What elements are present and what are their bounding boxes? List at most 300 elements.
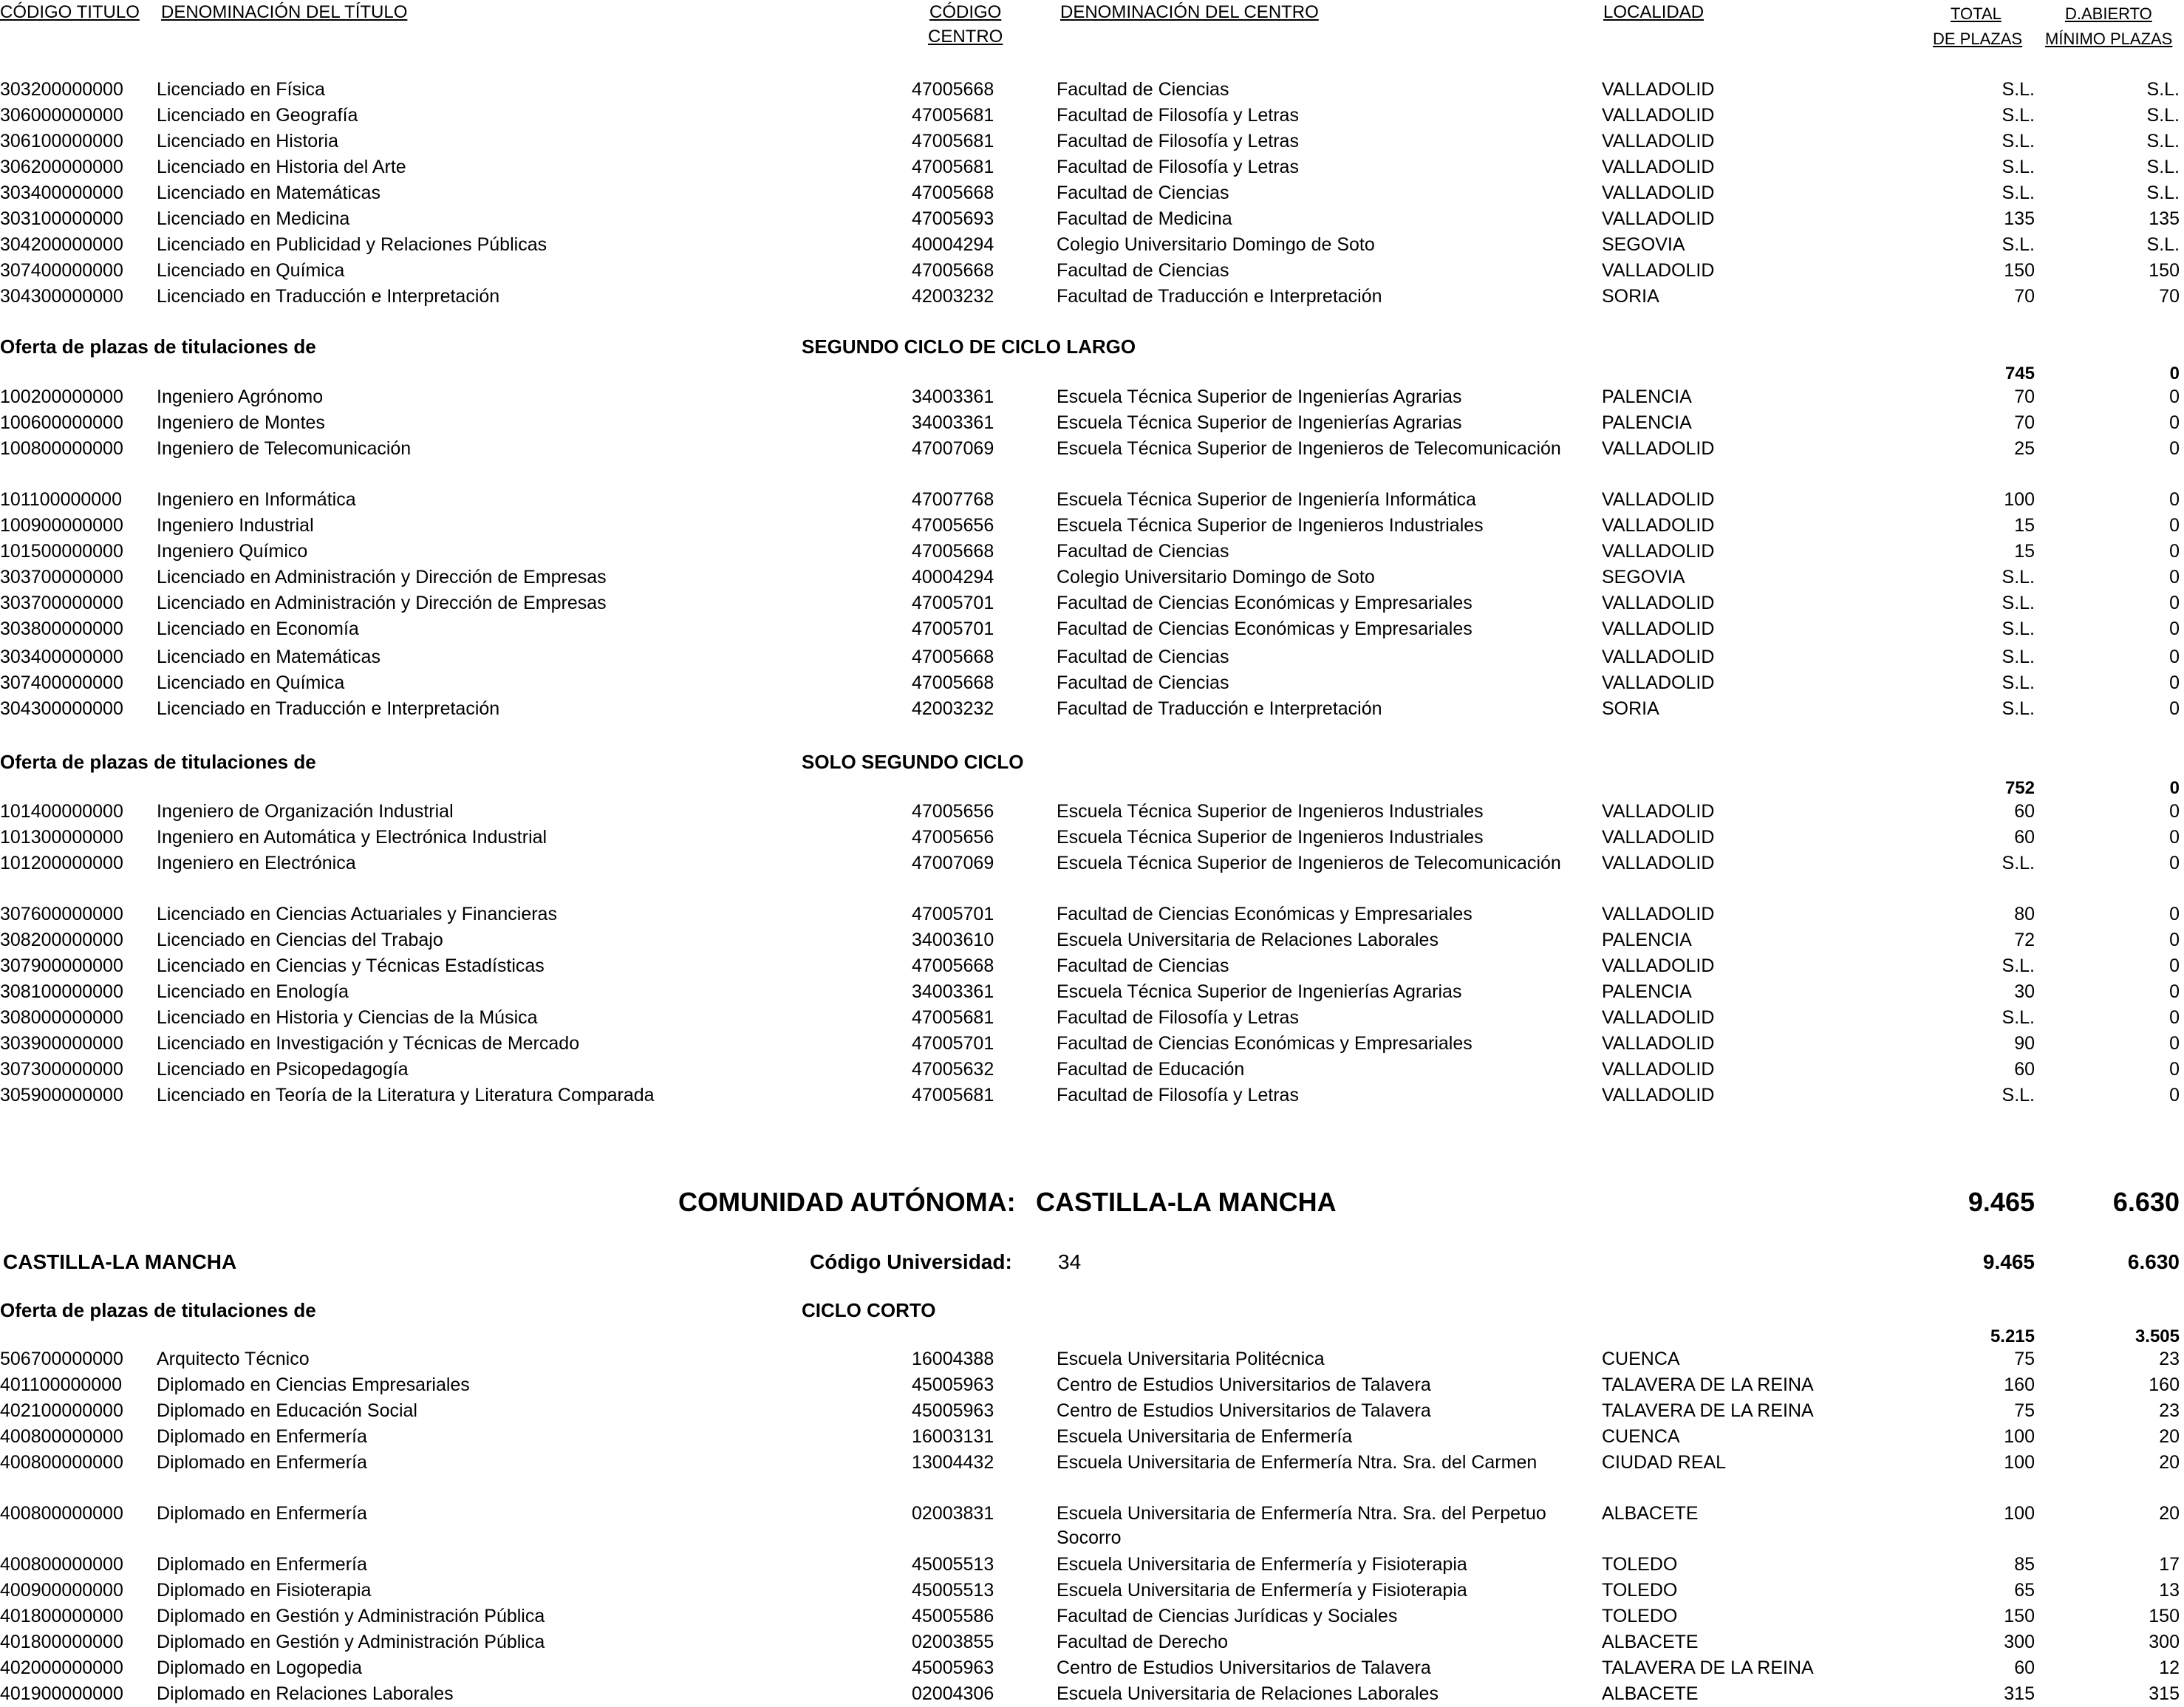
- row-localidad: VALLADOLID: [1602, 1033, 1715, 1054]
- row-min-plazas: 300: [2149, 1632, 2180, 1652]
- row-centro-code: 47005693: [912, 208, 994, 229]
- row-total-plazas: 315: [2004, 1683, 2035, 1704]
- row-title: Ingeniero de Telecomunicación: [157, 438, 412, 459]
- row-total-plazas: 60: [2014, 801, 2035, 822]
- row-total-plazas: S.L.: [2002, 1007, 2035, 1028]
- row-total-plazas: 300: [2004, 1632, 2035, 1652]
- row-localidad: VALLADOLID: [1602, 593, 1715, 613]
- row-centro-name: Centro de Estudios Universitarios de Talavera: [1057, 1374, 1431, 1395]
- row-centro-code: 45005586: [912, 1606, 994, 1626]
- row-total-plazas: S.L.: [2002, 853, 2035, 873]
- comunidad-autonoma-row: [0, 1180, 2184, 1224]
- row-centro-name: Escuela Universitaria Politécnica: [1057, 1349, 1325, 1369]
- row-min-plazas: 17: [2159, 1554, 2180, 1575]
- row-total-plazas: 150: [2004, 260, 2035, 281]
- row-centro-name: Facultad de Ciencias Jurídicas y Sociales: [1057, 1606, 1398, 1626]
- table-row: [0, 799, 2184, 825]
- row-total-plazas: S.L.: [2002, 698, 2035, 719]
- row-title: Diplomado en Enfermería: [157, 1452, 367, 1473]
- row-total-plazas: 60: [2014, 1059, 2035, 1080]
- row-localidad: PALENCIA: [1602, 412, 1692, 433]
- row-centro-code: 47005681: [912, 157, 994, 177]
- row-centro-code: 45005513: [912, 1554, 994, 1575]
- group-4-total: 5.215: [1990, 1326, 2035, 1346]
- row-centro-name: Facultad de Ciencias: [1057, 672, 1229, 693]
- row-localidad: SORIA: [1602, 698, 1659, 719]
- row-localidad: SEGOVIA: [1602, 234, 1685, 255]
- row-code: 305900000000: [0, 1085, 123, 1105]
- table-row: [0, 206, 2184, 232]
- row-title: Licenciado en Administración y Dirección de Empresas: [157, 567, 607, 587]
- row-code: 308100000000: [0, 981, 123, 1002]
- row-code: 307600000000: [0, 904, 123, 924]
- table-row: [0, 103, 2184, 129]
- row-title: Licenciado en Historia y Ciencias de la Música: [157, 1007, 538, 1028]
- row-title: Ingeniero de Organización Industrial: [157, 801, 454, 822]
- universidad-code: 34: [1058, 1250, 1082, 1273]
- row-centro-code: 40004294: [912, 567, 994, 587]
- row-localidad: TOLEDO: [1602, 1606, 1678, 1626]
- row-centro-name: Facultad de Ciencias: [1057, 955, 1229, 976]
- row-total-plazas: 70: [2014, 386, 2035, 407]
- row-code: 101100000000: [0, 489, 122, 510]
- row-localidad: SORIA: [1602, 286, 1659, 307]
- row-code: 100600000000: [0, 412, 123, 433]
- row-min-plazas: 135: [2149, 208, 2180, 229]
- row-localidad: VALLADOLID: [1602, 827, 1715, 848]
- row-total-plazas: 75: [2014, 1349, 2035, 1369]
- header-d-abierto-1: D.ABIERTO: [2065, 4, 2152, 23]
- row-min-plazas: 0: [2169, 567, 2180, 587]
- table-row: [0, 1346, 2184, 1372]
- comunidad-name: CASTILLA-LA MANCHA: [1036, 1187, 1337, 1217]
- section-header-solo-segundo-ciclo: [0, 749, 2184, 777]
- row-title: Licenciado en Historia: [157, 131, 338, 151]
- row-min-plazas: 150: [2149, 260, 2180, 281]
- row-centro-name: Colegio Universitario Domingo de Soto: [1057, 234, 1375, 255]
- row-localidad: TALAVERA DE LA REINA: [1602, 1657, 1814, 1678]
- row-localidad: TOLEDO: [1602, 1554, 1678, 1575]
- row-centro-code: 47005656: [912, 827, 994, 848]
- row-title: Diplomado en Enfermería: [157, 1426, 367, 1447]
- row-min-plazas: 0: [2169, 515, 2180, 536]
- row-centro-code: 47005701: [912, 593, 994, 613]
- row-title: Diplomado en Enfermería: [157, 1503, 367, 1524]
- row-centro-code: 13004432: [912, 1452, 994, 1473]
- row-title: Ingeniero Agrónomo: [157, 386, 324, 407]
- row-total-plazas: S.L.: [2002, 593, 2035, 613]
- row-code: 306100000000: [0, 131, 123, 151]
- row-total-plazas: 25: [2014, 438, 2035, 459]
- section-title: SOLO SEGUNDO CICLO: [802, 751, 1024, 773]
- row-centro-name: Facultad de Educación: [1057, 1059, 1245, 1080]
- row-min-plazas: 20: [2159, 1452, 2180, 1473]
- table-row: [0, 1083, 2184, 1108]
- header-total-plazas-2: DE PLAZAS: [1933, 30, 2023, 48]
- row-total-plazas: S.L.: [2002, 955, 2035, 976]
- row-centro-code: 42003232: [912, 286, 994, 307]
- row-min-plazas: 20: [2159, 1426, 2180, 1447]
- row-code: 308200000000: [0, 930, 123, 950]
- row-title: Ingeniero de Montes: [157, 412, 325, 433]
- row-total-plazas: S.L.: [2002, 647, 2035, 667]
- row-localidad: TALAVERA DE LA REINA: [1602, 1400, 1814, 1421]
- row-code: 100800000000: [0, 438, 123, 459]
- table-row: [0, 825, 2184, 851]
- row-centro-code: 16003131: [912, 1426, 994, 1447]
- row-centro-name: Facultad de Ciencias: [1057, 647, 1229, 667]
- table-row: [0, 154, 2184, 180]
- row-centro-code: 47005681: [912, 105, 994, 126]
- row-centro-name: Centro de Estudios Universitarios de Talavera: [1057, 1657, 1431, 1678]
- row-total-plazas: S.L.: [2002, 619, 2035, 639]
- row-code: 303400000000: [0, 183, 123, 203]
- section-header-ciclo-corto: [0, 1298, 2184, 1326]
- row-min-plazas: 0: [2169, 853, 2180, 873]
- row-min-plazas: 0: [2169, 647, 2180, 667]
- row-centro-name: Escuela Universitaria de Relaciones Laborales: [1057, 930, 1439, 950]
- row-centro-code: 02003855: [912, 1632, 994, 1652]
- row-code: 304300000000: [0, 286, 123, 307]
- comunidad-total: 9.465: [1968, 1187, 2035, 1217]
- row-min-plazas: 0: [2169, 619, 2180, 639]
- row-centro-name: Escuela Universitaria de Enfermería y Fisioterapia: [1057, 1554, 1467, 1575]
- row-title: Diplomado en Logopedia: [157, 1657, 362, 1678]
- row-title: Licenciado en Matemáticas: [157, 183, 381, 203]
- row-total-plazas: S.L.: [2002, 131, 2035, 151]
- row-centro-code: 47005701: [912, 619, 994, 639]
- universidad-code-label: Código Universidad:: [810, 1250, 1012, 1273]
- table-row: [0, 927, 2184, 953]
- row-title: Licenciado en Ciencias y Técnicas Estadísticas: [157, 955, 545, 976]
- row-min-plazas: 20: [2159, 1503, 2180, 1524]
- row-localidad: VALLADOLID: [1602, 131, 1715, 151]
- row-min-plazas: 315: [2149, 1683, 2180, 1704]
- row-min-plazas: S.L.: [2146, 131, 2180, 151]
- row-code: 303700000000: [0, 593, 123, 613]
- row-code: 400800000000: [0, 1452, 123, 1473]
- row-localidad: TOLEDO: [1602, 1580, 1678, 1601]
- table-row: [0, 384, 2184, 410]
- row-centro-code: 47005632: [912, 1059, 994, 1080]
- row-total-plazas: 100: [2004, 1426, 2035, 1447]
- row-code: 101200000000: [0, 853, 123, 873]
- row-centro-code: 02003831: [912, 1503, 994, 1524]
- section-title: SEGUNDO CICLO DE CICLO LARGO: [802, 335, 1136, 358]
- row-total-plazas: 135: [2004, 208, 2035, 229]
- table-row: [0, 565, 2184, 590]
- row-total-plazas: 30: [2014, 981, 2035, 1002]
- row-min-plazas: 0: [2169, 1033, 2180, 1054]
- row-localidad: ALBACETE: [1602, 1632, 1699, 1652]
- row-min-plazas: 0: [2169, 827, 2180, 848]
- row-centro-code: 47005701: [912, 904, 994, 924]
- table-row: [0, 590, 2184, 616]
- header-denominacion-titulo: DENOMINACIÓN DEL TÍTULO: [161, 2, 408, 22]
- row-localidad: VALLADOLID: [1602, 1085, 1715, 1105]
- row-centro-name: Facultad de Traducción e Interpretación: [1057, 286, 1382, 307]
- table-row: [0, 953, 2184, 979]
- row-centro-name: Centro de Estudios Universitarios de Talavera: [1057, 1400, 1431, 1421]
- row-title: Licenciado en Geografía: [157, 105, 358, 126]
- row-total-plazas: 100: [2004, 1452, 2035, 1473]
- group-2-min: 0: [2169, 364, 2180, 384]
- row-title: Licenciado en Matemáticas: [157, 647, 381, 667]
- row-code: 303900000000: [0, 1033, 123, 1054]
- section-label: Oferta de plazas de titulaciones de: [0, 335, 316, 358]
- row-localidad: VALLADOLID: [1602, 801, 1715, 822]
- row-min-plazas: 0: [2169, 930, 2180, 950]
- row-centro-code: 47007768: [912, 489, 994, 510]
- table-row: [0, 1655, 2184, 1681]
- row-title: Licenciado en Traducción e Interpretación: [157, 698, 500, 719]
- comunidad-label: COMUNIDAD AUTÓNOMA:: [678, 1187, 1016, 1217]
- row-min-plazas: 0: [2169, 593, 2180, 613]
- table-row: [0, 851, 2184, 876]
- row-centro-name: Escuela Técnica Superior de Ingenieros Industriales: [1057, 515, 1484, 536]
- row-min-plazas: 0: [2169, 386, 2180, 407]
- row-code: 101300000000: [0, 827, 123, 848]
- row-total-plazas: S.L.: [2002, 157, 2035, 177]
- row-min-plazas: 0: [2169, 489, 2180, 510]
- row-total-plazas: 100: [2004, 1503, 2035, 1524]
- table-row: [0, 1501, 2184, 1548]
- section-label: Oferta de plazas de titulaciones de: [0, 1299, 316, 1321]
- row-code: 401800000000: [0, 1606, 123, 1626]
- row-code: 400900000000: [0, 1580, 123, 1601]
- table-row: [0, 1031, 2184, 1057]
- row-centro-code: 47005668: [912, 955, 994, 976]
- table-row: [0, 410, 2184, 436]
- table-row: [0, 696, 2184, 722]
- row-centro-name: Escuela Técnica Superior de Ingenierías Agrarias: [1057, 412, 1462, 433]
- universidad-name: CASTILLA-LA MANCHA: [3, 1250, 237, 1273]
- row-centro-code: 47005681: [912, 131, 994, 151]
- row-localidad: VALLADOLID: [1602, 438, 1715, 459]
- row-centro-name: Facultad de Ciencias: [1057, 260, 1229, 281]
- row-min-plazas: 0: [2169, 904, 2180, 924]
- row-total-plazas: 70: [2014, 286, 2035, 307]
- row-centro-name: Escuela Técnica Superior de Ingenieros de Telecomunicación: [1057, 853, 1561, 873]
- row-localidad: PALENCIA: [1602, 386, 1692, 407]
- row-title: Ingeniero Químico: [157, 541, 308, 562]
- row-title: Licenciado en Física: [157, 79, 325, 100]
- row-centro-name: Escuela Universitaria de Enfermería Ntra. Sra. del Perpetuo: [1057, 1503, 1546, 1524]
- row-centro-name: Escuela Universitaria de Enfermería Ntra. Sra. del Carmen: [1057, 1452, 1538, 1473]
- row-centro-code: 47005681: [912, 1085, 994, 1105]
- table-row: [0, 1578, 2184, 1604]
- row-centro-code: 45005963: [912, 1400, 994, 1421]
- row-total-plazas: S.L.: [2002, 1085, 2035, 1105]
- row-title: Arquitecto Técnico: [157, 1349, 310, 1369]
- row-code: 402100000000: [0, 1400, 123, 1421]
- section-label: Oferta de plazas de titulaciones de: [0, 751, 316, 773]
- row-min-plazas: 150: [2149, 1606, 2180, 1626]
- row-min-plazas: S.L.: [2146, 105, 2180, 126]
- row-total-plazas: 75: [2014, 1400, 2035, 1421]
- row-min-plazas: 0: [2169, 801, 2180, 822]
- row-centro-name: Escuela Universitaria de Relaciones Laborales: [1057, 1683, 1439, 1704]
- table-row: [0, 644, 2184, 670]
- row-centro-code: 34003361: [912, 412, 994, 433]
- row-localidad: PALENCIA: [1602, 981, 1692, 1002]
- row-total-plazas: 60: [2014, 1657, 2035, 1678]
- row-centro-code: 40004294: [912, 234, 994, 255]
- row-centro-code: 34003361: [912, 981, 994, 1002]
- row-localidad: VALLADOLID: [1602, 79, 1715, 100]
- row-centro-code: 16004388: [912, 1349, 994, 1369]
- row-min-plazas: 0: [2169, 1085, 2180, 1105]
- row-localidad: TALAVERA DE LA REINA: [1602, 1374, 1814, 1395]
- row-total-plazas: 100: [2004, 489, 2035, 510]
- row-code: 400800000000: [0, 1426, 123, 1447]
- row-code: 307300000000: [0, 1059, 123, 1080]
- row-min-plazas: S.L.: [2146, 234, 2180, 255]
- row-total-plazas: 72: [2014, 930, 2035, 950]
- row-total-plazas: 65: [2014, 1580, 2035, 1601]
- row-centro-code: 45005963: [912, 1657, 994, 1678]
- row-centro-name: Facultad de Ciencias Económicas y Empresariales: [1057, 619, 1473, 639]
- row-title: Licenciado en Psicopedagogía: [157, 1059, 409, 1080]
- row-centro-code: 34003610: [912, 930, 994, 950]
- row-centro-name: Escuela Técnica Superior de Ingenieros Industriales: [1057, 801, 1484, 822]
- row-centro-name: Escuela Universitaria de Enfermería y Fisioterapia: [1057, 1580, 1467, 1601]
- table-row: [0, 258, 2184, 284]
- table-row: [0, 539, 2184, 565]
- row-centro-name: Escuela Técnica Superior de Ingenieros Industriales: [1057, 827, 1484, 848]
- row-code: 307900000000: [0, 955, 123, 976]
- universidad-row: [0, 1247, 2184, 1278]
- row-localidad: CIUDAD REAL: [1602, 1452, 1727, 1473]
- row-centro-name: Escuela Técnica Superior de Ingeniería Informática: [1057, 489, 1476, 510]
- row-code: 401100000000: [0, 1374, 122, 1395]
- row-centro-code: 47007069: [912, 438, 994, 459]
- row-localidad: VALLADOLID: [1602, 260, 1715, 281]
- row-min-plazas: 70: [2159, 286, 2180, 307]
- row-code: 303700000000: [0, 567, 123, 587]
- row-centro-name: Facultad de Filosofía y Letras: [1057, 1085, 1299, 1105]
- row-centro-code: 47005701: [912, 1033, 994, 1054]
- row-centro-name: Facultad de Filosofía y Letras: [1057, 157, 1299, 177]
- section-header-segundo-ciclo-largo: [0, 334, 2184, 362]
- row-total-plazas: 80: [2014, 904, 2035, 924]
- row-code: 402000000000: [0, 1657, 123, 1678]
- row-localidad: VALLADOLID: [1602, 853, 1715, 873]
- table-row: [0, 1629, 2184, 1655]
- row-total-plazas: S.L.: [2002, 79, 2035, 100]
- row-min-plazas: 0: [2169, 438, 2180, 459]
- row-title: Ingeniero en Automática y Electrónica Industrial: [157, 827, 547, 848]
- row-min-plazas: 0: [2169, 672, 2180, 693]
- row-centro-name: Escuela Técnica Superior de Ingenierías Agrarias: [1057, 386, 1462, 407]
- universidad-total: 9.465: [1982, 1250, 2035, 1273]
- row-localidad: VALLADOLID: [1602, 183, 1715, 203]
- row-localidad: VALLADOLID: [1602, 157, 1715, 177]
- row-centro-code: 47005668: [912, 672, 994, 693]
- row-total-plazas: 85: [2014, 1554, 2035, 1575]
- row-code: 303200000000: [0, 79, 123, 100]
- comunidad-min: 6.630: [2112, 1187, 2180, 1217]
- table-row: [0, 1057, 2184, 1083]
- row-centro-name: Facultad de Derecho: [1057, 1632, 1229, 1652]
- row-total-plazas: S.L.: [2002, 567, 2035, 587]
- table-row: [0, 436, 2184, 462]
- row-centro-name: Escuela Universitaria de Enfermería: [1057, 1426, 1353, 1447]
- row-title: Licenciado en Química: [157, 260, 345, 281]
- row-code: 306200000000: [0, 157, 123, 177]
- row-localidad: VALLADOLID: [1602, 105, 1715, 126]
- row-code: 306000000000: [0, 105, 123, 126]
- row-code: 101500000000: [0, 541, 123, 562]
- row-code: 308000000000: [0, 1007, 123, 1028]
- row-centro-code: 47005656: [912, 515, 994, 536]
- row-min-plazas: 0: [2169, 1007, 2180, 1028]
- row-centro-name: Escuela Técnica Superior de Ingenieros de Telecomunicación: [1057, 438, 1561, 459]
- row-centro-name: Facultad de Filosofía y Letras: [1057, 131, 1299, 151]
- row-code: 303800000000: [0, 619, 123, 639]
- row-min-plazas: 0: [2169, 698, 2180, 719]
- row-centro-name: Colegio Universitario Domingo de Soto: [1057, 567, 1375, 587]
- group-3-min: 0: [2169, 778, 2180, 798]
- row-total-plazas: 70: [2014, 412, 2035, 433]
- row-min-plazas: 23: [2159, 1400, 2180, 1421]
- table-row: [0, 1398, 2184, 1424]
- row-title: Licenciado en Economía: [157, 619, 359, 639]
- row-centro-name: Facultad de Filosofía y Letras: [1057, 1007, 1299, 1028]
- row-localidad: VALLADOLID: [1602, 1007, 1715, 1028]
- row-code: 100200000000: [0, 386, 123, 407]
- row-title: Diplomado en Enfermería: [157, 1554, 367, 1575]
- row-centro-code: 47005681: [912, 1007, 994, 1028]
- row-localidad: VALLADOLID: [1602, 904, 1715, 924]
- row-total-plazas: 160: [2004, 1374, 2035, 1395]
- row-min-plazas: 0: [2169, 955, 2180, 976]
- row-centro-name: Facultad de Traducción e Interpretación: [1057, 698, 1382, 719]
- row-centro-code: 47005656: [912, 801, 994, 822]
- row-code: 304300000000: [0, 698, 123, 719]
- row-min-plazas: 160: [2149, 1374, 2180, 1395]
- header-total-plazas-1: TOTAL: [1951, 4, 2002, 23]
- row-title: Licenciado en Administración y Dirección de Empresas: [157, 593, 607, 613]
- header-denominacion-centro: DENOMINACIÓN DEL CENTRO: [1060, 2, 1319, 22]
- row-total-plazas: S.L.: [2002, 234, 2035, 255]
- row-centro-code: 45005513: [912, 1580, 994, 1601]
- row-centro-name: Facultad de Ciencias Económicas y Empresariales: [1057, 1033, 1473, 1054]
- row-localidad: VALLADOLID: [1602, 672, 1715, 693]
- row-min-plazas: 23: [2159, 1349, 2180, 1369]
- row-min-plazas: 0: [2169, 981, 2180, 1002]
- table-row: [0, 232, 2184, 258]
- row-centro-name-continuation: Socorro: [1057, 1527, 1122, 1548]
- row-centro-name: Facultad de Ciencias Económicas y Empresariales: [1057, 904, 1473, 924]
- group-2-total: 745: [2004, 364, 2035, 384]
- row-min-plazas: S.L.: [2146, 157, 2180, 177]
- row-min-plazas: S.L.: [2146, 79, 2180, 100]
- row-code: 400800000000: [0, 1503, 123, 1524]
- table-row: [0, 284, 2184, 310]
- row-min-plazas: 13: [2159, 1580, 2180, 1601]
- row-title: Ingeniero en Electrónica: [157, 853, 356, 873]
- header-d-abierto-2: MÍNIMO PLAZAS: [2045, 30, 2173, 48]
- row-centro-name: Facultad de Medicina: [1057, 208, 1232, 229]
- row-code: 101400000000: [0, 801, 123, 822]
- row-code: 307400000000: [0, 260, 123, 281]
- row-centro-name: Facultad de Ciencias: [1057, 541, 1229, 562]
- row-title: Licenciado en Publicidad y Relaciones Públicas: [157, 234, 547, 255]
- table-row: [0, 180, 2184, 206]
- row-code: 307400000000: [0, 672, 123, 693]
- row-min-plazas: 0: [2169, 541, 2180, 562]
